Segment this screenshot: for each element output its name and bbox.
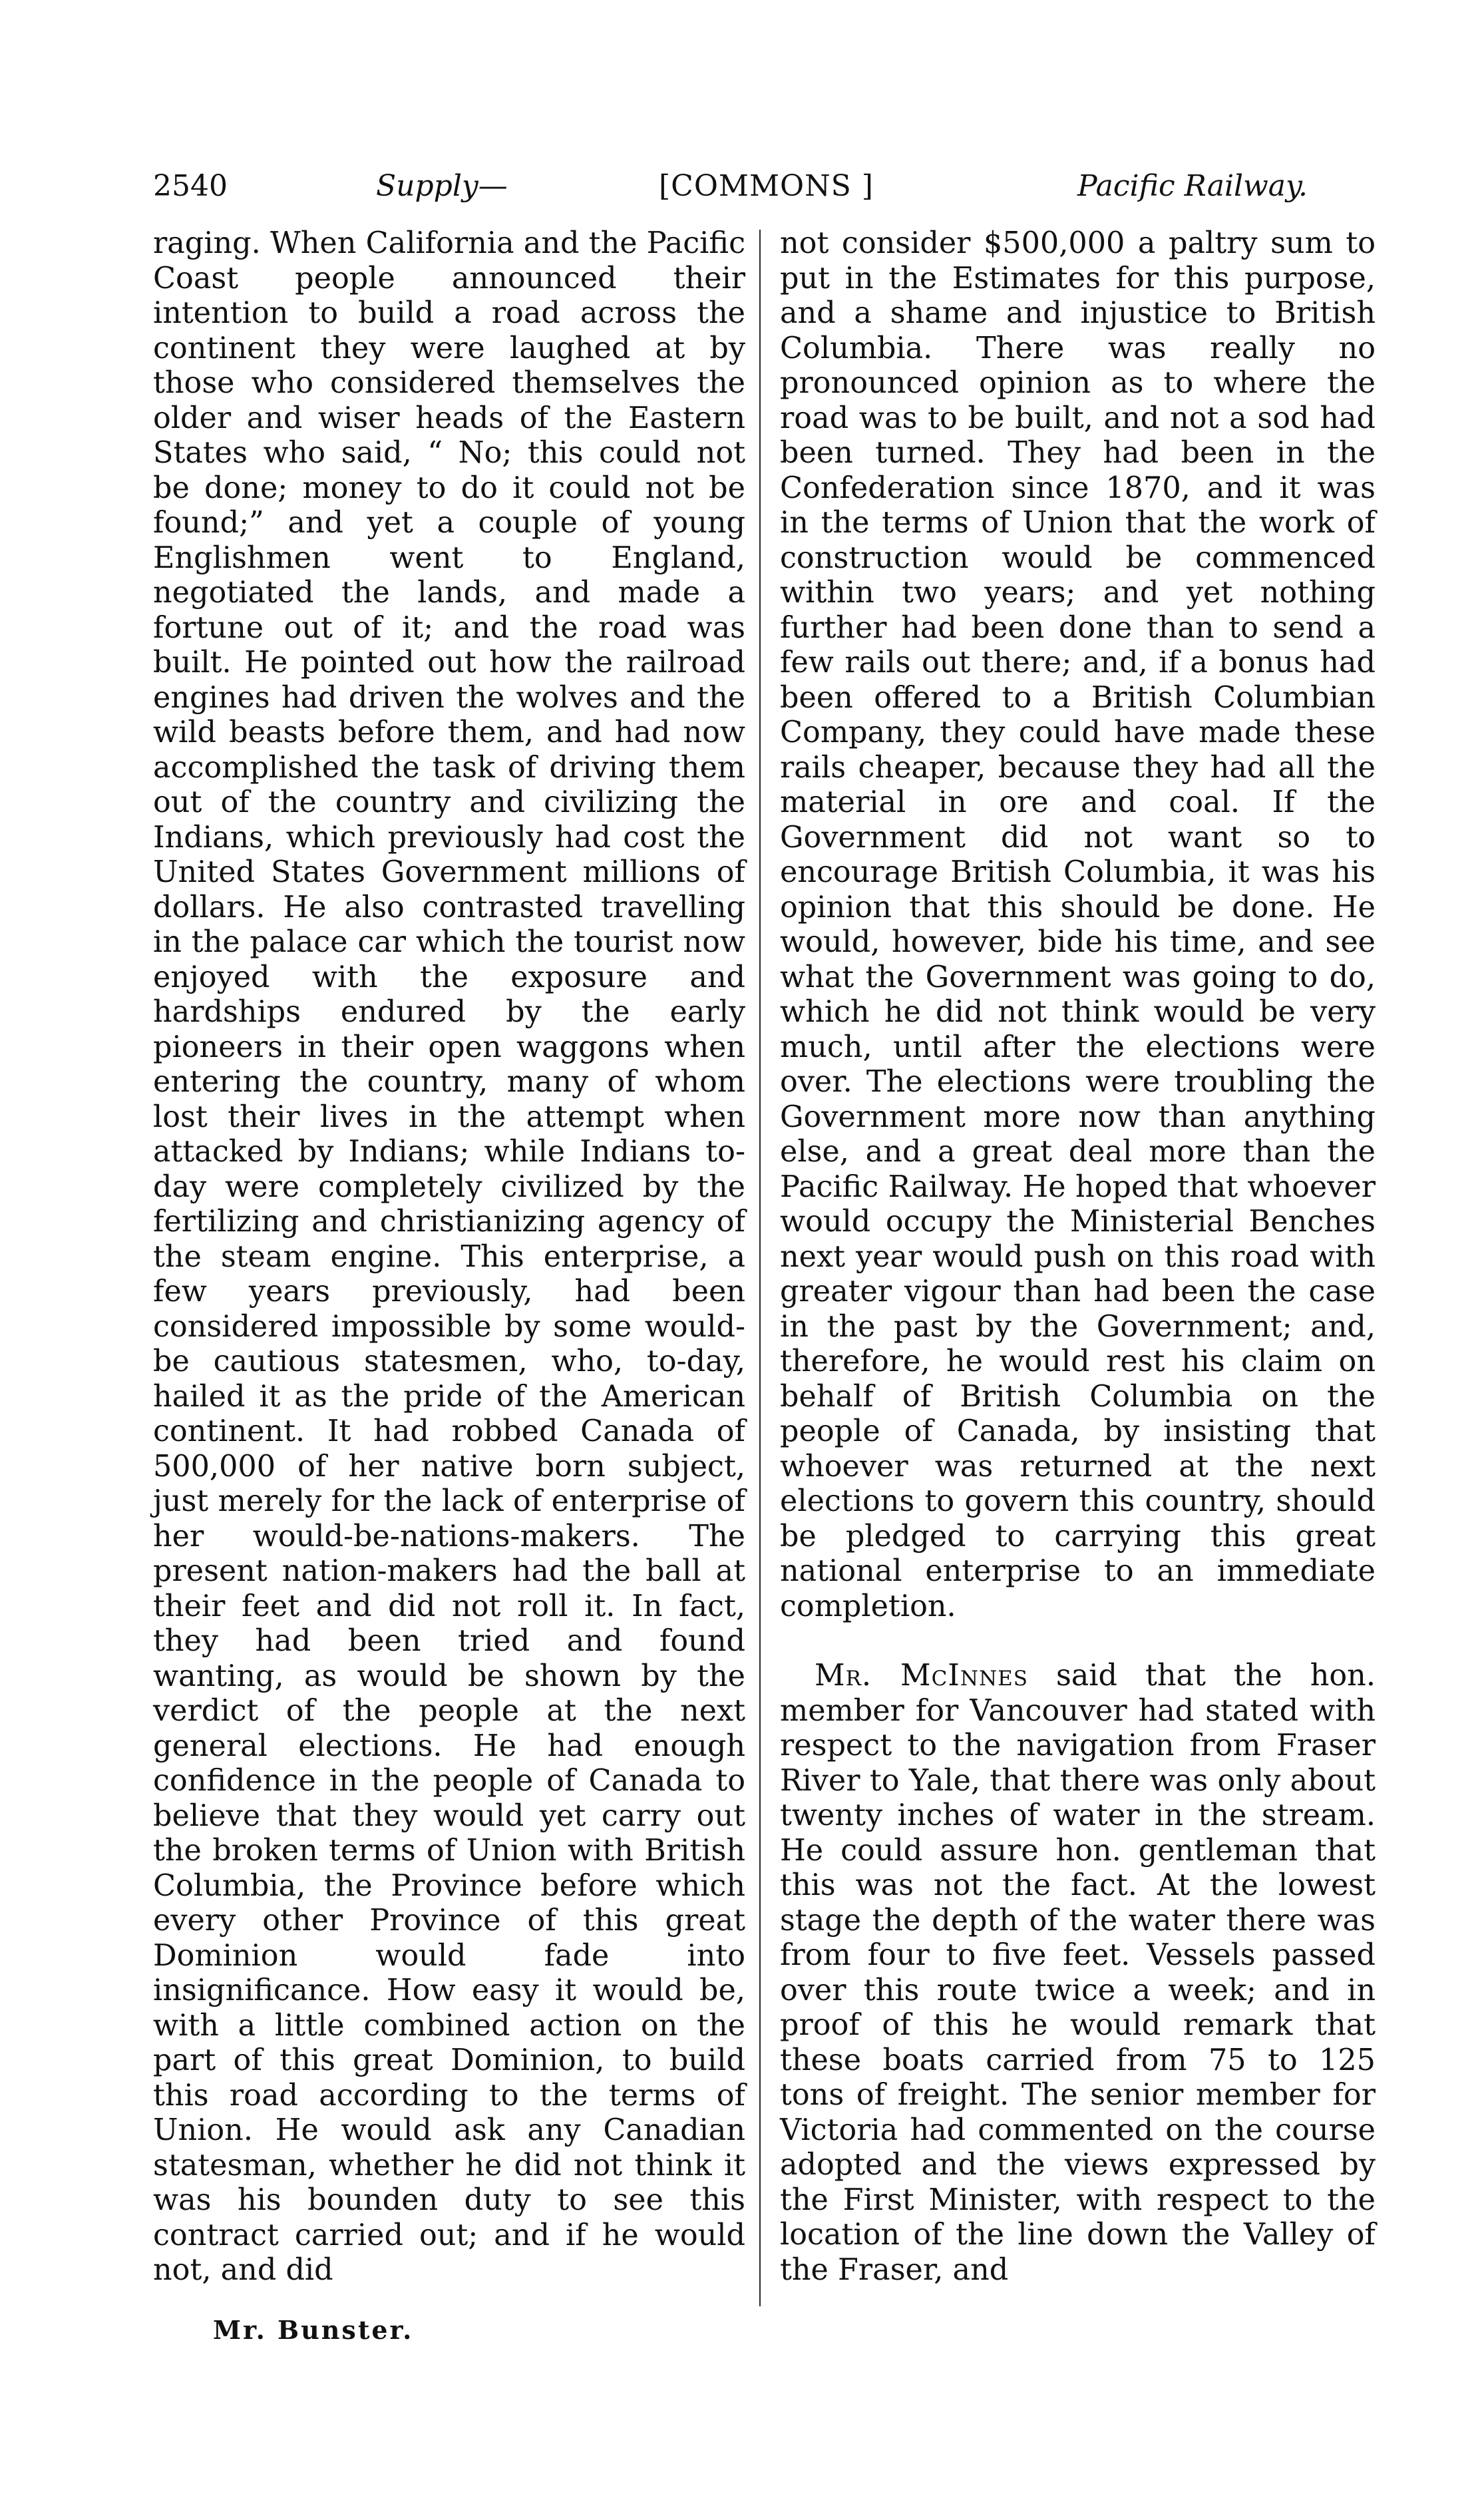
- left-column-text: raging. When California and the Pacific Coast people announced their intention to build a road across the continent they were laughed at by those who considered themselves the older and wiser heads of the Eastern States who said, “ No; this could not be done; money to do it could not be found;” and yet a couple of young Englishmen went to England, negotiated the lands, and made a fortune out of it; and the road was built. He pointed out how the railroad engines had driven the wolves and the wild beasts before them, and had now accomplished the task of driving them out of the country and civilizing the Indians, which previously had cost the United States Government millions of dollars. He also contrasted travelling in the palace car which the tourist now enjoyed with the exposure and hardships endured by the early pioneers in their open waggons when entering the country, many of whom lost their lives in the attempt when attacked by Indians; while Indians to-day were completely civilized by the fertilizing and christianizing agency of the steam engine. This enterprise, a few years previously, had been considered impossible by some would-be cautious statesmen, who, to-day, hailed it as the pride of the American continent. It had robbed Canada of 500,000 of her native born subject, just merely for the lack of enterprise of her would-be-nations-makers. The present nation-makers had the ball at their feet and did not roll it. In fact, they had been tried and found wanting, as would be shown by the verdict of the people at the next general elections. He had enough confidence in the people of Canada to believe that they would yet carry out the broken terms of Union with British Columbia, the Province before which every other Province of this great Dominion would fade into insignificance. How easy it would be, with a little combined action on the part of this great Dominion, to build this road according to the terms of Union. He would ask any Canadian statesman, whether he did not think it was his bounden duty to see this contract carried out; and if he would not, and did: [153, 226, 745, 2287]
- left-column: [153, 226, 745, 2288]
- column-divider: [759, 230, 761, 2306]
- section-title-right: Pacific Railway.: [1077, 169, 1308, 203]
- page-header: [153, 163, 1308, 210]
- right-column: [780, 226, 1376, 2288]
- speech-text: said that the hon. member for Vancouver had stated with respect to the navigation from Fraser River to Yale, that there was only about twenty inches of water in the stream. He could assure hon. gentleman that this was not the fact. At the lowest stage the depth of the water there was from four to five feet. Vessels passed over this route twice a week; and in proof of this he would remark that these boats carried from 75 to 125 tons of freight. The senior member for Victoria had commented on the course adopted and the views expressed by the First Minister, with respect to the location of the line down the Valley of the Fraser, and: [780, 1659, 1376, 2287]
- right-column-paragraph-1: not consider $500,000 a paltry sum to put in the Estimates for this purpose, and a shame and injustice to British Columbia. There was really no pronounced opinion as to where the road was to be built, and not a sod had been turned. They had been in the Confederation since 1870, and it was in the terms of Union that the work of construction would be commenced within two years; and yet nothing further had been done than to send a few rails out there; and, if a bonus had been offered to a British Columbian Company, they could have made these rails cheaper, because they had all the material in ore and coal. If the Government did not want so to encourage British Columbia, it was his opinion that this should be done. He would, however, bide his time, and see what the Government was going to do, which he did not think would be very much, until after the elections were over. The elections were troubling the Government more now than anything else, and a great deal more than the Pacific Railway. He hoped that whoever would occupy the Ministerial Benches next year would push on this road with greater vigour than had been the case in the past by the Government; and, therefore, he would rest his claim on behalf of British Columbia on the people of Canada, by insisting that whoever was returned at the next elections to govern this country, should be pledged to carrying this great national enterprise to an immediate completion.: [780, 226, 1376, 1623]
- section-title-left: Supply—: [376, 169, 508, 203]
- speaker-name: Mr. McInnes: [815, 1659, 1028, 1693]
- catchword: Mr. Bunster.: [213, 2315, 414, 2345]
- page-number: 2540: [153, 169, 228, 203]
- house-label: [COMMONS ]: [659, 169, 874, 203]
- right-column-paragraph-2: [780, 1659, 1376, 2288]
